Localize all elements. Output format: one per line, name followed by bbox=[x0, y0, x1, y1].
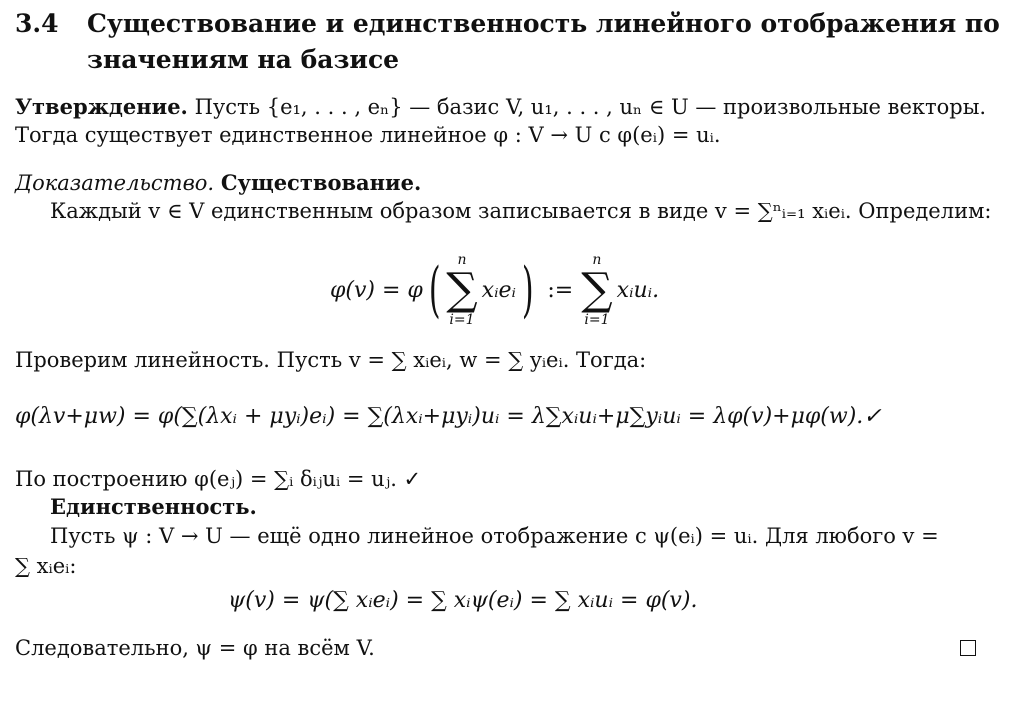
equation-uniqueness: ψ(v) = ψ(∑ xᵢeᵢ) = ∑ xᵢψ(eᵢ) = ∑ xᵢuᵢ = φ(v). bbox=[228, 588, 698, 613]
linearity-text: Проверим линейность. Пусть v = ∑ xᵢeᵢ, w = ∑ yᵢeᵢ. Тогда: bbox=[15, 348, 647, 372]
eq1-left: φ(v) = φ bbox=[330, 277, 423, 303]
statement-line2: Тогда существует единственное линейное φ : V → U с φ(eᵢ) = uᵢ. bbox=[15, 123, 721, 147]
proof-header bbox=[15, 169, 421, 197]
statement-label: Утверждение. bbox=[15, 94, 188, 119]
sigma-symbol: ∑ bbox=[446, 264, 478, 315]
uniqueness-line1: Пусть ψ : V → U — ещё одно линейное отображение с ψ(eᵢ) = uᵢ. Для любого v = bbox=[50, 524, 939, 548]
uniqueness-line2: ∑ xᵢeᵢ: bbox=[15, 554, 77, 578]
conclusion-text: Следовательно, ψ = φ на всём V. bbox=[15, 636, 375, 660]
eq1-term: xᵢeᵢ bbox=[481, 277, 516, 303]
sum-lower: i=1 bbox=[449, 312, 475, 328]
section-number: 3.4 bbox=[15, 9, 59, 38]
equation-definition bbox=[330, 250, 659, 330]
existence-label: Существование. bbox=[220, 170, 422, 195]
eq1-right: xᵢuᵢ. bbox=[616, 277, 660, 303]
statement-text1: Пусть {e₁, . . . , eₙ} — базис V, u₁, . . . , uₙ ∈ U — произвольные векторы. bbox=[194, 95, 987, 119]
uniqueness-label: Единственность. bbox=[50, 494, 257, 519]
left-paren: ( bbox=[428, 255, 441, 325]
sigma-symbol-2: ∑ bbox=[581, 264, 613, 315]
right-paren: ) bbox=[521, 255, 534, 325]
sum-operator bbox=[446, 252, 477, 328]
proof-label: Доказательство. bbox=[15, 171, 215, 195]
sum-upper-2: n bbox=[592, 252, 602, 268]
sum-lower-2: i=1 bbox=[584, 312, 610, 328]
existence-text: Каждый v ∈ V единственным образом записывается в виде v = ∑ⁿᵢ₌₁ xᵢeᵢ. Определим: bbox=[50, 199, 992, 223]
construction-text: По построению φ(eⱼ) = ∑ᵢ δᵢⱼuᵢ = uⱼ. ✓ bbox=[15, 467, 422, 491]
section-title-line1: Существование и единственность линейного отображения по bbox=[87, 9, 1000, 38]
sum-operator-2 bbox=[581, 252, 612, 328]
eq1-defeq: := bbox=[547, 277, 574, 303]
statement-line1 bbox=[15, 93, 986, 121]
qed-square-icon bbox=[960, 640, 976, 656]
sum-upper: n bbox=[457, 252, 467, 268]
section-title-line2: значениям на базисе bbox=[87, 45, 400, 74]
equation-linearity: φ(λv+μw) = φ(∑(λxᵢ + μyᵢ)eᵢ) = ∑(λxᵢ+μyᵢ)uᵢ = λ∑xᵢuᵢ+μ∑yᵢuᵢ = λφ(v)+μφ(w).✓ bbox=[15, 404, 882, 429]
